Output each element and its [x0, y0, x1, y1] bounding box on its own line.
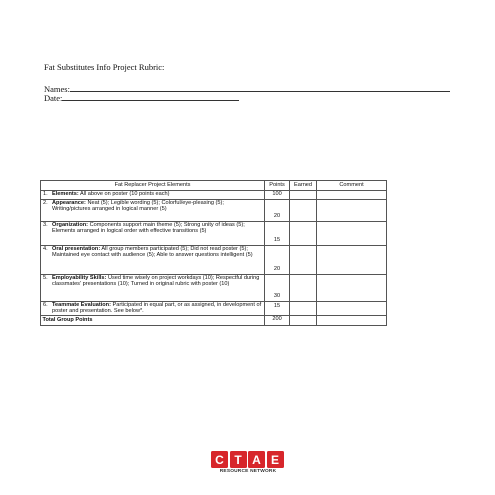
row-text: All above on poster (10 points each): [78, 191, 170, 197]
page-title: Fat Substitutes Info Project Rubric:: [44, 62, 165, 72]
row-earned-cell[interactable]: [290, 301, 317, 315]
rubric-table: [40, 180, 387, 326]
row-title: Oral presentation:: [52, 245, 101, 252]
row-number: 3.: [41, 221, 51, 245]
row-points: 15: [265, 301, 290, 315]
total-points: 200: [265, 315, 290, 325]
date-line[interactable]: [62, 93, 239, 101]
row-comment-cell[interactable]: [317, 301, 387, 315]
row-number: 2.: [41, 199, 51, 221]
names-label: Names:: [44, 84, 70, 94]
logo-letter: A: [248, 451, 265, 468]
row-comment-cell[interactable]: [317, 199, 387, 221]
row-points: 100: [265, 191, 290, 200]
row-points: 15: [265, 221, 290, 245]
row-text: Components support main theme (5); Strong unity of ideas (5); Elements arranged in logical order with effective transitions (5): [52, 221, 245, 235]
logo-tiles: [211, 451, 285, 468]
table-row: [41, 221, 387, 245]
row-earned-cell[interactable]: [290, 199, 317, 221]
logo-letter: T: [230, 451, 247, 468]
date-label: Date:: [44, 93, 63, 103]
row-title: Teammate Evaluation:: [52, 301, 111, 308]
row-number: 4.: [41, 245, 51, 274]
table-row: [41, 191, 387, 200]
table-row: [41, 199, 387, 221]
row-description: [51, 274, 265, 301]
row-title: Employability Skills:: [52, 274, 107, 281]
header-comment: Comment: [317, 181, 387, 191]
table-row: [41, 274, 387, 301]
ctae-logo: [211, 451, 285, 474]
row-description: [51, 199, 265, 221]
row-description: [51, 245, 265, 274]
row-comment-cell[interactable]: [317, 221, 387, 245]
table-row: [41, 245, 387, 274]
total-label: Total Group Points: [41, 315, 265, 325]
total-row: [41, 315, 387, 325]
row-number: 1.: [41, 191, 51, 200]
logo-letter: E: [267, 451, 284, 468]
row-comment-cell[interactable]: [317, 274, 387, 301]
row-number: 5.: [41, 274, 51, 301]
row-points: 20: [265, 199, 290, 221]
row-points: 30: [265, 274, 290, 301]
row-number: 6.: [41, 301, 51, 315]
row-title: Organization:: [52, 221, 89, 228]
logo-subtitle: RESOURCE NETWORK: [219, 469, 277, 474]
row-text: Participated in equal part, or as assigned, in development of poster and presentation. See below*.: [52, 301, 262, 315]
names-line[interactable]: [70, 84, 450, 92]
row-description: [51, 191, 265, 200]
row-description: [51, 221, 265, 245]
row-earned-cell[interactable]: [290, 221, 317, 245]
row-comment-cell[interactable]: [317, 245, 387, 274]
row-text: Used time wisely on project workdays (10); Respectful during classmates' presentations (10); Turned in original rubric with poster (10): [52, 274, 260, 288]
header-points: Points: [265, 181, 290, 191]
row-points: 20: [265, 245, 290, 274]
table-row: [41, 301, 387, 315]
row-text: Neat (5); Legible wording (5); Colorful/eye-pleasing (5); Writing/pictures arranged in logical manner (5): [52, 199, 224, 213]
header-earned: Earned: [290, 181, 317, 191]
row-description: [51, 301, 265, 315]
row-text: All group members participated (5); Did not read poster (5); Maintained eye contact with audience (5); Able to answer questions intelligent (5): [52, 245, 253, 259]
row-comment-cell[interactable]: [317, 191, 387, 200]
row-earned-cell[interactable]: [290, 191, 317, 200]
row-earned-cell[interactable]: [290, 274, 317, 301]
logo-letter: C: [211, 451, 228, 468]
total-earned-cell[interactable]: [290, 315, 317, 325]
row-earned-cell[interactable]: [290, 245, 317, 274]
row-title: Elements:: [52, 191, 79, 197]
date-field[interactable]: [44, 93, 239, 103]
row-title: Appearance:: [52, 199, 86, 206]
total-comment-cell[interactable]: [317, 315, 387, 325]
table-header-row: [41, 181, 387, 191]
header-elements: Fat Replacer Project Elements: [41, 181, 265, 191]
